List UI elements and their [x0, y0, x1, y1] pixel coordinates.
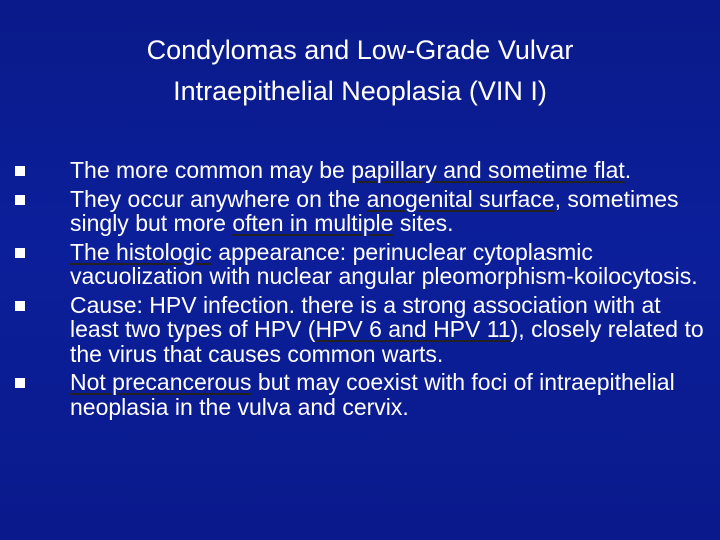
bullet-list: [70, 158, 710, 423]
bullet-item-1: [70, 158, 710, 183]
title-line-2: Intraepithelial Neoplasia (VIN I): [173, 76, 547, 106]
underlined-term: The histologic: [70, 238, 212, 265]
square-bullet-icon: [15, 166, 25, 176]
bullet-text: The more common may be: [70, 157, 352, 183]
bullet-item-3: [70, 240, 710, 289]
bullet-text: They occur anywhere on the: [70, 185, 367, 212]
square-bullet-icon: [15, 248, 25, 258]
underlined-term: anogenital surface: [366, 185, 555, 212]
underlined-term: Not precancerous: [70, 369, 252, 395]
slide-title: [40, 30, 680, 112]
bullet-text: sites.: [393, 210, 454, 236]
bullet-item-4: [70, 293, 710, 367]
bullet-text: but may coexist with foci of intraepithelial neoplasia in the vulva and cervix.: [70, 369, 675, 420]
bullet-text: appearance: perinuclear cytoplasmic vacuolization with nuclear angular pleomorphism-koilocytosis.: [70, 238, 698, 289]
bullet-item-2: [70, 187, 710, 236]
square-bullet-icon: [15, 301, 25, 311]
bullet-text: ), closely related to the virus that causes common warts.: [70, 316, 704, 367]
title-line-1: Condylomas and Low-Grade Vulvar: [146, 35, 574, 65]
square-bullet-icon: [15, 378, 25, 388]
bullet-item-5: [70, 370, 710, 419]
underlined-term: HPV 6 and HPV 11: [315, 316, 511, 342]
underlined-term: often in multiple: [232, 210, 394, 236]
underlined-term: papillary and sometime flat: [351, 157, 625, 183]
bullet-text: Cause: HPV infection. there is a strong association with at least two types of HPV (: [70, 291, 661, 342]
square-bullet-icon: [15, 195, 25, 205]
bullet-text: .: [624, 157, 632, 183]
bullet-text: , sometimes singly but more: [70, 185, 679, 236]
